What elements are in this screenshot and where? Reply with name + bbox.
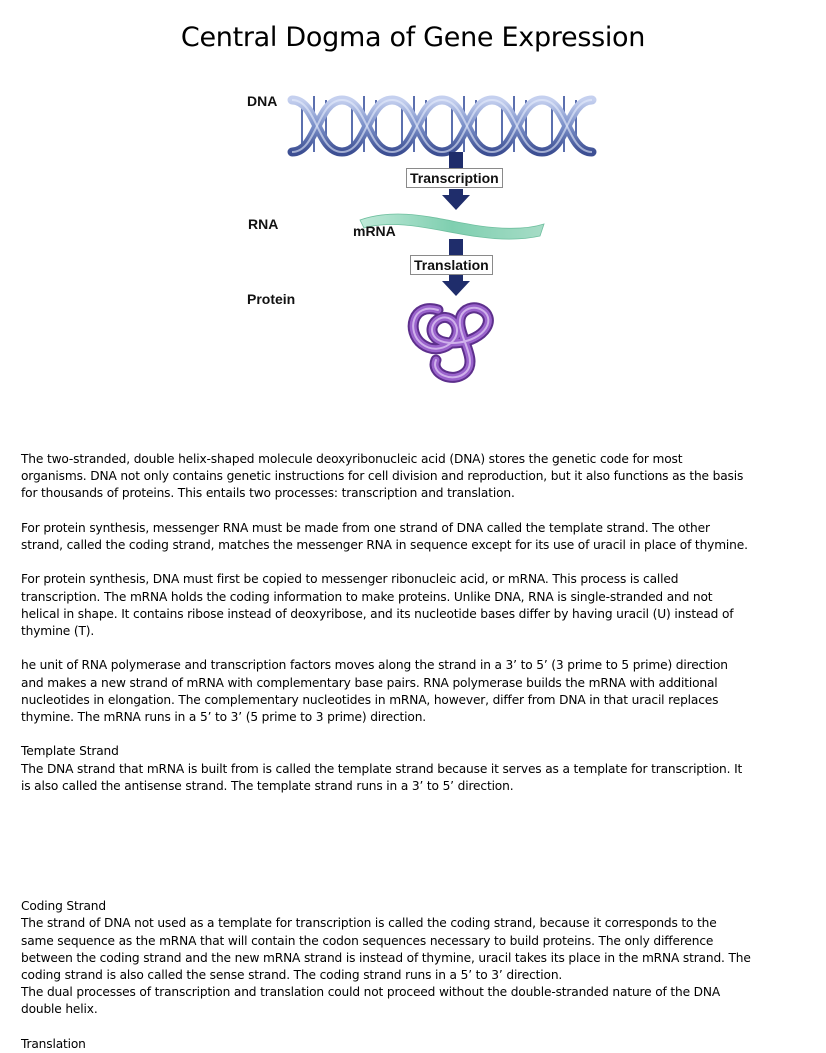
dna-helix-icon: [292, 96, 592, 152]
template-strand-heading: Template Strand: [21, 744, 119, 759]
paragraph-template-coding: For protein synthesis, messenger RNA must be made from one strand of DNA called the template strand. The other strand, called the coding strand, matches the messenger RNA in sequence except for its use of uracil in place of thymine.: [21, 520, 748, 552]
coding-strand-heading: Coding Strand: [21, 899, 106, 914]
transcription-label: Transcription: [406, 168, 503, 188]
paragraph-transcription: For protein synthesis, DNA must first be copied to messenger ribonucleic acid, or mRNA. This process is called transcription. The mRNA holds the coding information to make proteins. Unlike DNA, RNA is single-stranded and not helical in shape. It contains ribose instead of deoxyribose, and its nucleotide bases differ by having uracil (U) instead of thymine (T).: [21, 572, 734, 638]
section-gap: [21, 812, 751, 898]
central-dogma-diagram: [240, 82, 620, 382]
translation-heading: Translation: [21, 1036, 86, 1051]
dna-label: DNA: [247, 93, 278, 109]
coding-strand-text: The strand of DNA not used as a template for transcription is called the coding strand, because it corresponds to the same sequence as the mRNA that will contain the codon sequences necessary to build proteins. The only difference between the coding strand and the new mRNA strand is instead of thymine, uracil takes its place in the mRNA strand. The coding strand is also called the sense strand. The coding strand runs in a 5’ to 3’ direction.: [21, 916, 751, 982]
protein-label: Protein: [247, 291, 296, 307]
page-title: Central Dogma of Gene Expression: [180, 22, 646, 53]
paragraph-rna-polymerase: he unit of RNA polymerase and transcription factors moves along the strand in a 3’ to 5’ (3 prime to 5 prime) direction and makes a new strand of mRNA with complementary base pairs. RNA polymerase builds the mRNA with additional nucleotides in elongation. The complementary nucleotides in mRNA, however, differ from DNA in that uracil replaces thymine. The mRNA runs in a 5’ to 3’ (5 prime to 3 prime) direction.: [21, 658, 728, 724]
mrna-label: mRNA: [353, 223, 396, 239]
protein-coil-icon: [413, 308, 488, 378]
central-dogma-illustration: [240, 82, 620, 382]
article-body: [21, 451, 751, 1053]
translation-label: Translation: [410, 255, 493, 275]
paragraph-intro: The two-stranded, double helix-shaped molecule deoxyribonucleic acid (DNA) stores the genetic code for most organisms. DNA not only contains genetic instructions for cell division and reproduction, but it also functions as the basis for thousands of proteins. This entails two processes: transcription and translation.: [21, 452, 744, 501]
coding-strand-summary: The dual processes of transcription and translation could not proceed without the double-stranded nature of the DNA double helix.: [21, 985, 721, 1017]
template-strand-text: The DNA strand that mRNA is built from is called the template strand because it serves as a template for transcription. It is also called the antisense strand. The template strand runs in a 3’ to 5’ direction.: [21, 761, 743, 793]
rna-label: RNA: [248, 216, 279, 232]
